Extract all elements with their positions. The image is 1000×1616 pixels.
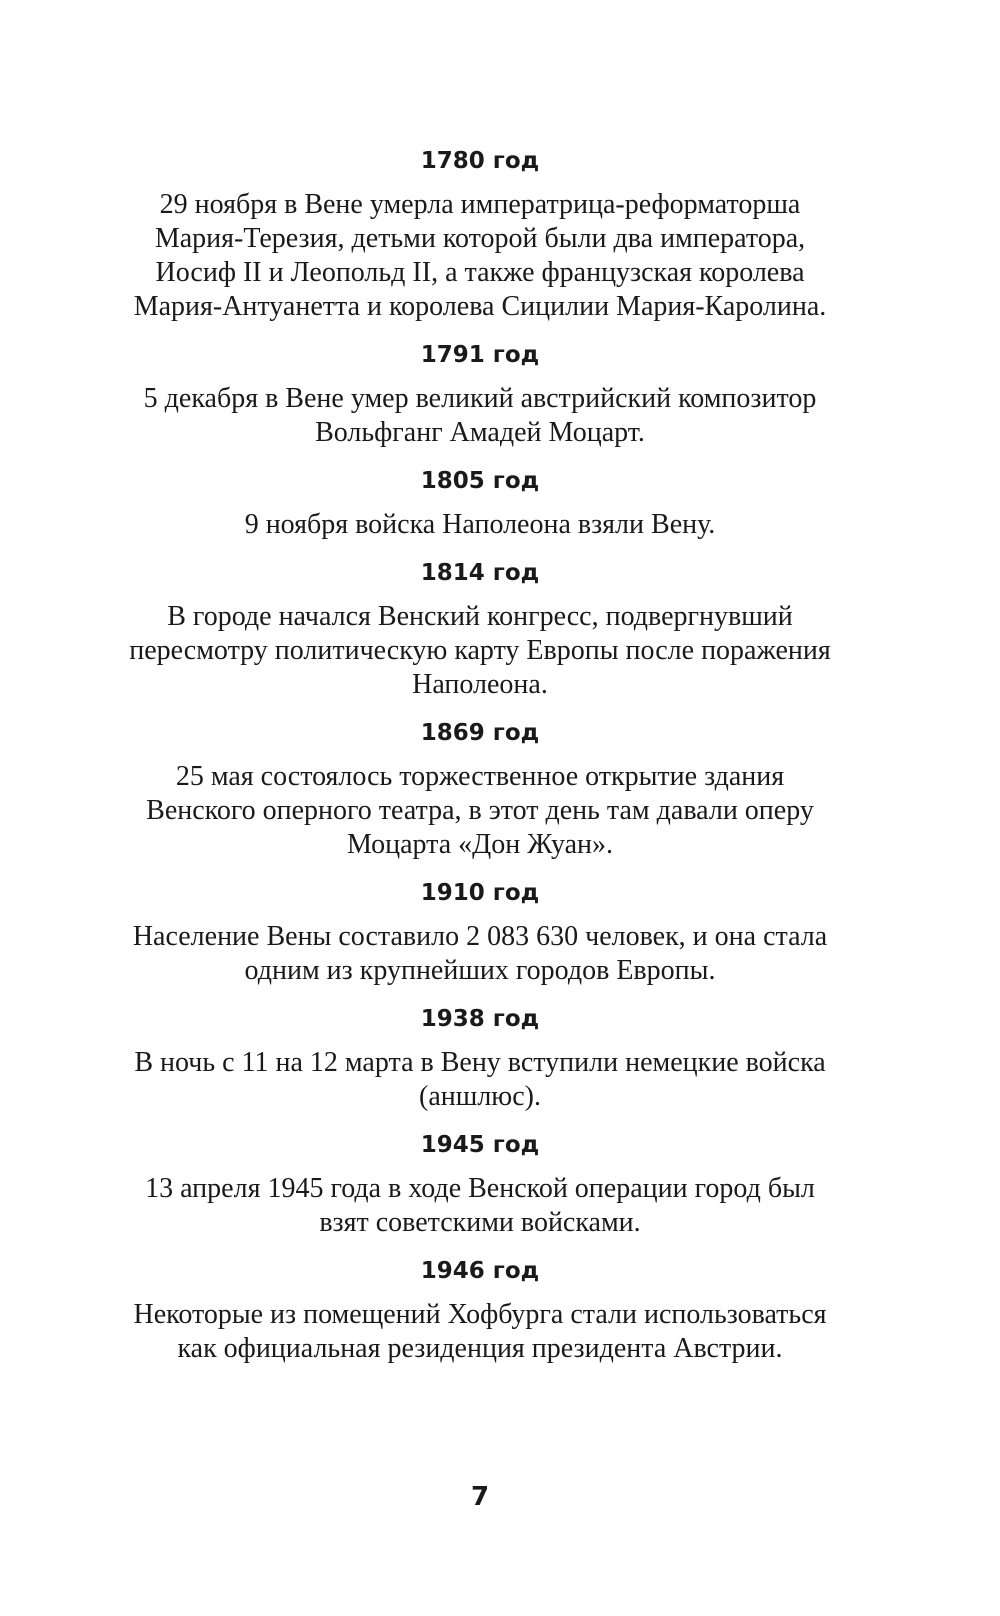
description-line: Венского оперного театра, в этот день там давали оперу <box>146 795 814 826</box>
description-line: 5 декабря в Вене умер великий австрийский композитор <box>143 383 817 414</box>
description-line: Моцарта «Дон Жуан». <box>346 829 614 860</box>
timeline-entry <box>100 146 860 324</box>
timeline-entry <box>100 878 860 988</box>
timeline-entry <box>100 340 860 450</box>
description-line: Мария-Терезия, детьми которой были два императора, <box>154 223 806 254</box>
entry-description <box>100 1298 860 1366</box>
entry-description <box>100 600 860 702</box>
entry-year-heading: 1780 год <box>420 148 540 174</box>
timeline-entry <box>100 558 860 702</box>
timeline <box>100 146 860 1382</box>
entry-description <box>100 188 860 324</box>
entry-year-heading: 1814 год <box>420 560 540 586</box>
description-line: В ночь с 11 на 12 марта в Вену вступили немецкие войска <box>134 1047 826 1078</box>
description-line: 25 мая состоялось торжественное открытие здания <box>175 761 785 792</box>
description-line: пересмотру политическую карту Европы после поражения <box>129 635 831 666</box>
entry-year-heading: 1869 год <box>420 720 540 746</box>
entry-year-heading: 1945 год <box>420 1132 540 1158</box>
description-line: (аншлюс). <box>419 1081 541 1112</box>
description-line: как официальная резиденция президента Австрии. <box>177 1333 783 1364</box>
entry-year-heading: 1791 год <box>420 342 540 368</box>
entry-year-heading: 1805 год <box>420 468 540 494</box>
description-line: Наполеона. <box>412 669 548 700</box>
entry-year-heading: 1946 год <box>420 1258 540 1284</box>
entry-description <box>100 920 860 988</box>
description-line: В городе начался Венский конгресс, подвергнувший <box>167 601 793 632</box>
timeline-entry <box>100 466 860 542</box>
entry-description <box>100 760 860 862</box>
description-line: одним из крупнейших городов Европы. <box>244 955 716 986</box>
timeline-entry <box>100 718 860 862</box>
description-line: Иосиф II и Леопольд II, а также французская королева <box>155 257 805 288</box>
page-number: 7 <box>470 1482 490 1512</box>
description-line: Некоторые из помещений Хофбурга стали использоваться <box>133 1299 827 1330</box>
description-line: взят советскими войсками. <box>319 1207 641 1238</box>
entry-description <box>100 1172 860 1240</box>
timeline-entry <box>100 1130 860 1240</box>
description-line: Население Вены составило 2 083 630 человек, и она стала <box>132 921 828 952</box>
entry-year-heading: 1910 год <box>420 880 540 906</box>
description-line: Мария-Антуанетта и королева Сицилии Мария-Каролина. <box>133 291 827 322</box>
description-line: 13 апреля 1945 года в ходе Венской операции город был <box>145 1173 815 1204</box>
description-line: Вольфганг Амадей Моцарт. <box>315 417 645 448</box>
description-line: 29 ноября в Вене умерла императрица-реформаторша <box>159 189 801 220</box>
entry-year-heading: 1938 год <box>420 1006 540 1032</box>
entry-description <box>100 1046 860 1114</box>
timeline-entry <box>100 1256 860 1366</box>
timeline-entry <box>100 1004 860 1114</box>
description-line: 9 ноября войска Наполеона взяли Вену. <box>244 509 716 540</box>
entry-description <box>100 508 860 542</box>
entry-description <box>100 382 860 450</box>
